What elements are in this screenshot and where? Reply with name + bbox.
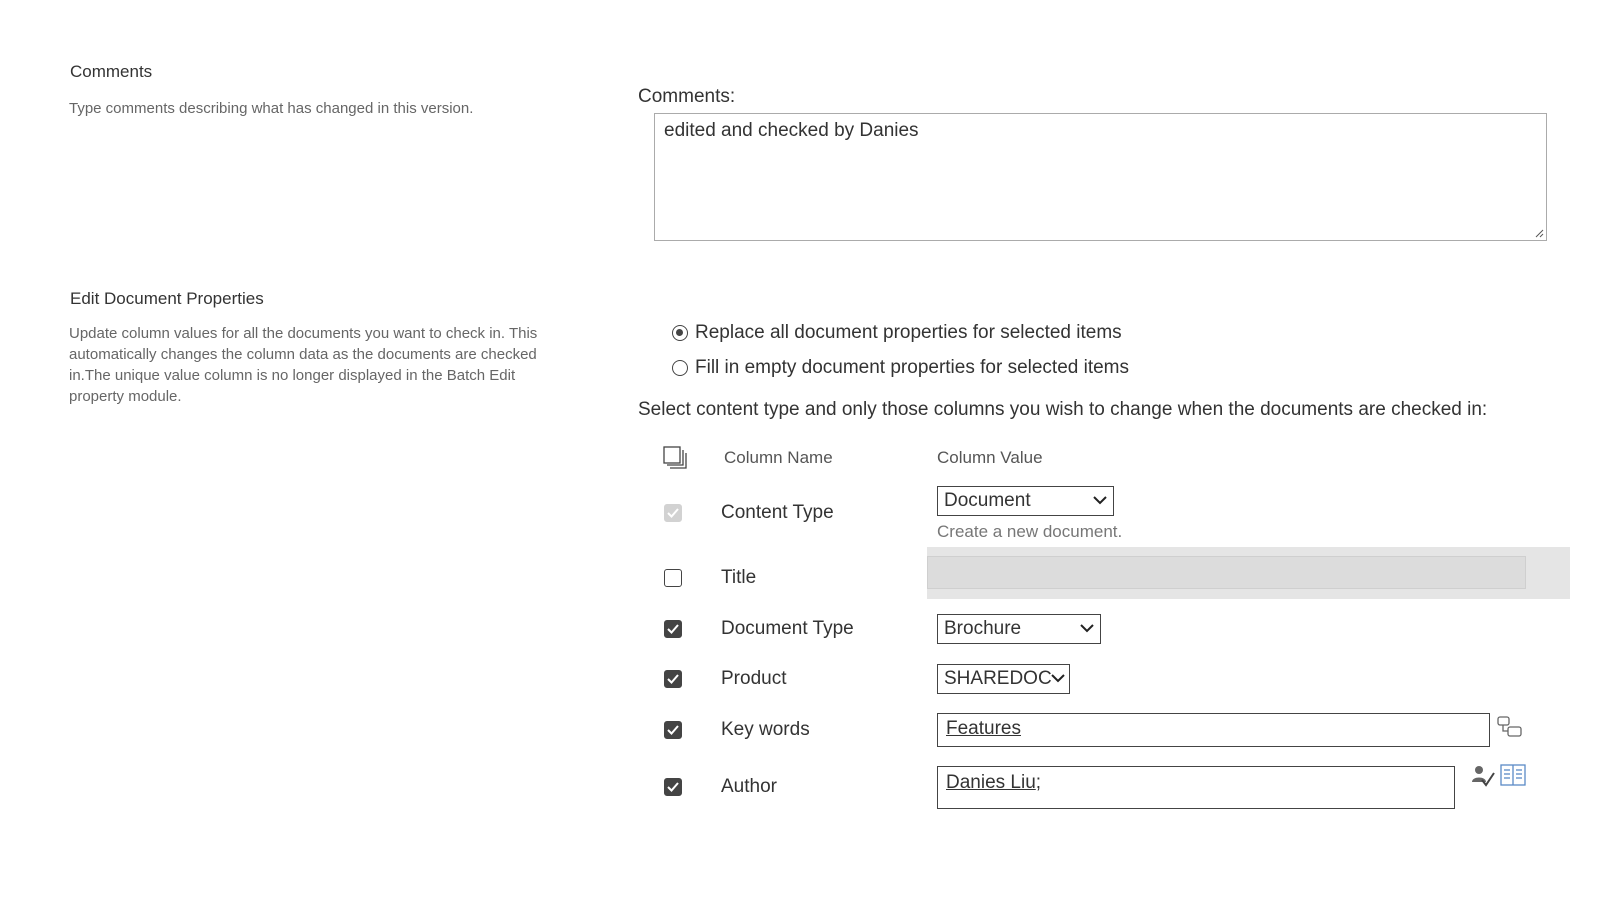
chevron-down-icon — [1051, 673, 1065, 683]
author-person[interactable]: Danies Liu — [946, 772, 1036, 793]
resize-grip-icon[interactable] — [1535, 229, 1544, 238]
description-line: automatically changes the column data as the documents are checked — [69, 346, 537, 363]
key-words-term[interactable]: Features — [946, 718, 1021, 739]
document-type-select-value: Brochure — [944, 618, 1022, 639]
address-book-icon[interactable] — [1500, 764, 1526, 786]
product-select[interactable] — [937, 664, 1070, 694]
chevron-down-icon — [1093, 495, 1107, 505]
author-checkbox[interactable] — [664, 778, 682, 796]
column-name-header: Column Name — [724, 448, 833, 467]
copy-icon[interactable] — [663, 446, 687, 470]
replace-all-radio-label[interactable]: Replace all document properties for selected items — [695, 322, 1122, 343]
comments-section-description: Type comments describing what has changed in this version. — [69, 100, 474, 117]
content-type-select[interactable] — [937, 486, 1114, 516]
product-select-value: SHAREDOC — [944, 668, 1052, 689]
key-words-checkbox[interactable] — [664, 721, 682, 739]
comments-section-title: Comments — [70, 62, 153, 81]
content-type-label: Content Type — [721, 502, 834, 523]
document-type-checkbox[interactable] — [664, 620, 682, 638]
properties-section-description — [69, 323, 589, 407]
browse-terms-icon[interactable] — [1497, 716, 1523, 738]
content-type-hint: Create a new document. — [937, 522, 1123, 541]
fill-empty-radio[interactable] — [672, 360, 688, 376]
key-words-label: Key words — [721, 719, 810, 740]
comments-field-label: Comments: — [638, 86, 736, 107]
description-line: Update column values for all the documents you want to check in. This — [69, 325, 538, 342]
author-separator: ; — [1035, 772, 1042, 793]
title-checkbox[interactable] — [664, 569, 682, 587]
product-checkbox[interactable] — [664, 670, 682, 688]
properties-section-title: Edit Document Properties — [70, 289, 264, 308]
title-label: Title — [721, 567, 757, 588]
description-line: property module. — [69, 388, 182, 405]
author-input[interactable] — [937, 766, 1455, 809]
description-line: in.The unique value column is no longer displayed in the Batch Edit — [69, 367, 516, 384]
column-selection-instruction: Select content type and only those columns you wish to change when the documents are checked in: — [638, 399, 1488, 420]
fill-empty-radio-label[interactable]: Fill in empty document properties for selected items — [695, 357, 1130, 378]
check-names-icon[interactable] — [1471, 764, 1495, 788]
author-label: Author — [721, 776, 777, 797]
title-input — [927, 556, 1526, 589]
document-type-label: Document Type — [721, 618, 854, 639]
comments-textarea[interactable] — [654, 113, 1547, 241]
replace-all-radio[interactable] — [672, 325, 688, 341]
product-label: Product — [721, 668, 787, 689]
content-type-checkbox — [664, 504, 682, 522]
chevron-down-icon — [1080, 623, 1094, 633]
column-value-header: Column Value — [937, 448, 1043, 467]
content-type-select-value: Document — [944, 490, 1031, 511]
document-type-select[interactable] — [937, 614, 1101, 644]
key-words-input[interactable] — [937, 713, 1490, 747]
